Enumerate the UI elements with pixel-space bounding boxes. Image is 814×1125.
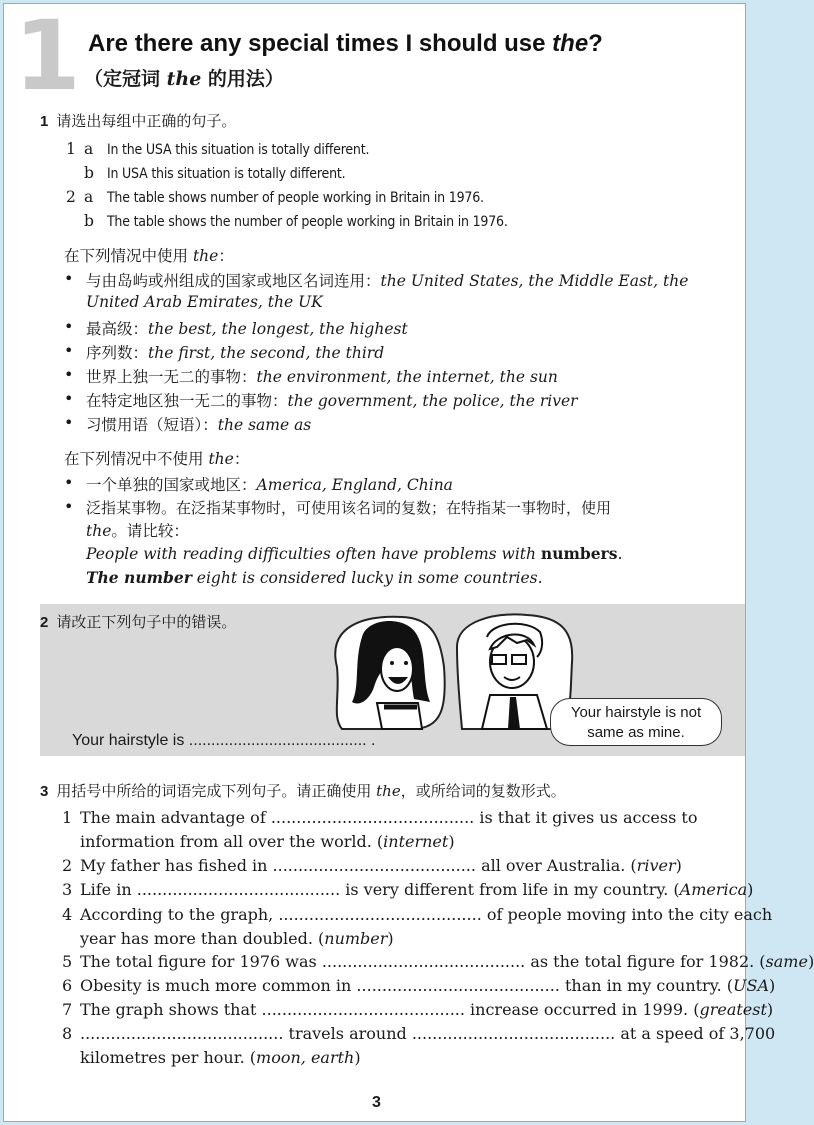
rule-bullet: • bbox=[64, 473, 74, 492]
unit-subtitle: （定冠词 the 的用法） bbox=[84, 68, 284, 90]
exercise-2-heading: 2 请改正下列句子中的错误。 bbox=[40, 613, 237, 631]
rule-text: 泛指某事物。在泛指某事物时，可使用该名词的复数；在特指某一事物时，使用 bbox=[86, 499, 612, 517]
unit-number: 1 bbox=[14, 0, 81, 112]
rule-text-cont: United Arab Emirates, the UK bbox=[86, 293, 323, 311]
exercise-3-item: 5 The total figure for 1976 was ........................................ as the total figure for 1982. (same) bbox=[62, 952, 814, 971]
exercise-3-item: 3 Life in ........................................ is very different from life in my country. (America) bbox=[62, 880, 754, 899]
rule-text: 最高级：the best, the longest, the highest bbox=[86, 320, 408, 338]
speech-bubble: Your hairstyle is not same as mine. bbox=[550, 698, 722, 746]
rule-text: 习惯用语（短语）：the same as bbox=[86, 416, 312, 434]
textbook-page bbox=[3, 0, 814, 1122]
rule-bullet: • bbox=[64, 317, 74, 336]
exercise-3-item: 2 My father has fished in ........................................ all over Australia. (river) bbox=[62, 856, 682, 875]
rule-text: 在特定地区独一无二的事物：the government, the police, the river bbox=[86, 392, 578, 410]
exercise-3-item: 7 The graph shows that ........................................ increase occurred in 1999. (greatest) bbox=[62, 1000, 774, 1019]
exercise-1-item: 2 a The table shows number of people working in Britain in 1976. bbox=[66, 188, 484, 206]
exercise-3-item: 1 The main advantage of ........................................ is that it gives us access to bbox=[62, 808, 698, 827]
rule-text: 一个单独的国家或地区：America, England, China bbox=[86, 476, 453, 494]
rule-bullet: • bbox=[64, 497, 74, 516]
exercise-1-item: b In USA this situation is totally different. bbox=[84, 164, 346, 182]
rule-text-cont: the。请比较： bbox=[86, 522, 189, 540]
example-sentence: People with reading difficulties often have problems with numbers. bbox=[86, 544, 623, 563]
rule-text: 与由岛屿或州组成的国家或地区名词连用：the United States, the Middle East, the bbox=[86, 272, 689, 290]
exercise-3-item-cont: information from all over the world. (internet) bbox=[80, 832, 455, 851]
rule-text: 世界上独一无二的事物：the environment, the internet, the sun bbox=[86, 368, 558, 386]
rule-bullet: • bbox=[64, 413, 74, 432]
rule-text: 序列数：the first, the second, the third bbox=[86, 344, 385, 362]
use-the-heading: 在下列情况中使用 the： bbox=[64, 247, 234, 265]
rule-bullet: • bbox=[64, 269, 74, 288]
rule-bullet: • bbox=[64, 389, 74, 408]
exercise-3-item-cont: kilometres per hour. (moon, earth) bbox=[80, 1048, 361, 1067]
exercise-3-item: 4 According to the graph, ........................................ of people moving into the city each bbox=[62, 905, 773, 924]
exercise-1-item: b The table shows the number of people working in Britain in 1976. bbox=[84, 212, 508, 230]
exercise-3-item: 6 Obesity is much more common in ........................................ than in my country. (USA) bbox=[62, 976, 776, 995]
exercise-3-item: 8 ........................................ travels around ........................................ at a speed of 3,700 bbox=[62, 1024, 776, 1043]
exercise-1-heading: 1 请选出每组中正确的句子。 bbox=[40, 112, 237, 130]
exercise-1-item: 1 a In the USA this situation is totally different. bbox=[66, 140, 370, 158]
exercise-2-sentence: Your hairstyle is ........................................ . bbox=[72, 732, 376, 749]
unit-title: Are there any special times I should use the? bbox=[88, 30, 603, 57]
page-number: 3 bbox=[372, 1094, 381, 1111]
rule-bullet: • bbox=[64, 341, 74, 360]
exercise-3-item-cont: year has more than doubled. (number) bbox=[80, 929, 394, 948]
exercise-3-heading: 3 用括号中所给的词语完成下列句子。请正确使用 the，或所给词的复数形式。 bbox=[40, 782, 566, 800]
example-sentence: The number eight is considered lucky in some countries. bbox=[86, 568, 543, 587]
rule-bullet: • bbox=[64, 365, 74, 384]
no-the-heading: 在下列情况中不使用 the： bbox=[64, 450, 250, 468]
